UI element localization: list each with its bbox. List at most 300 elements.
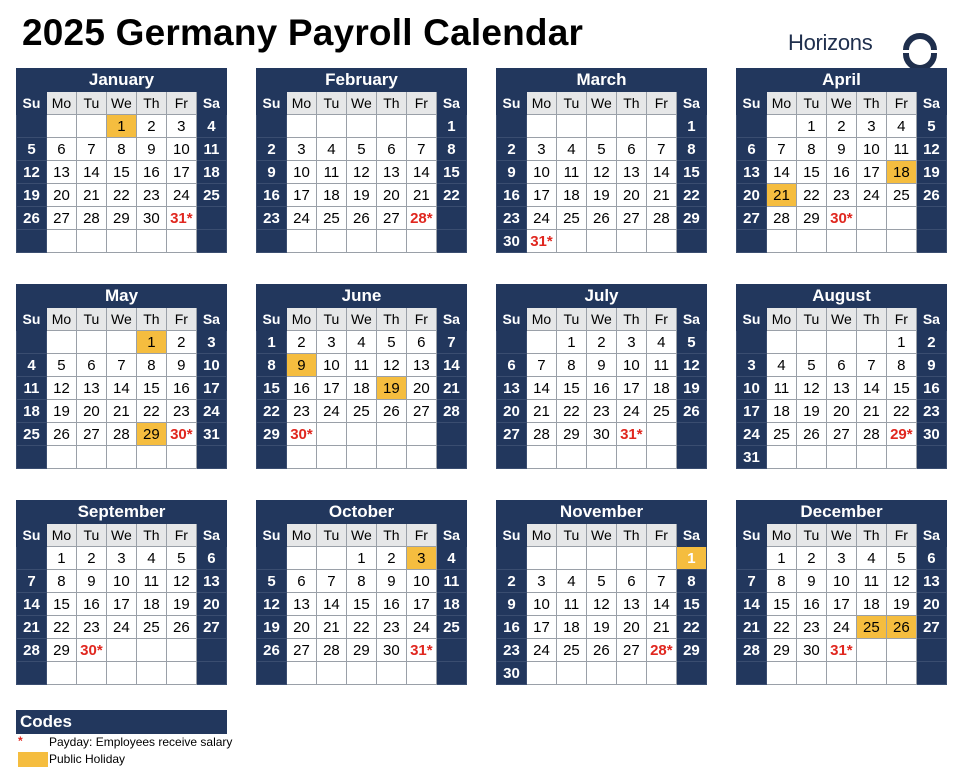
- day-cell: 7: [406, 138, 436, 161]
- weekday-header: Sa: [196, 308, 226, 331]
- day-cell: 7: [737, 570, 767, 593]
- day-cell: 8: [676, 570, 706, 593]
- empty-cell: [916, 446, 946, 469]
- day-cell: 6: [826, 354, 856, 377]
- day-cell: 11: [316, 161, 346, 184]
- day-cell: 22: [676, 184, 706, 207]
- day-cell: 25: [886, 184, 916, 207]
- day-cell: 21: [737, 616, 767, 639]
- day-cell: 14: [646, 161, 676, 184]
- empty-cell: [436, 230, 466, 253]
- day-cell: 25: [556, 639, 586, 662]
- day-cell: 13: [497, 377, 527, 400]
- day-cell: 1: [676, 115, 706, 138]
- weekday-header: Th: [616, 92, 646, 115]
- day-cell: 17: [737, 400, 767, 423]
- day-cell: 24: [316, 400, 346, 423]
- day-cell: 18: [886, 161, 916, 184]
- empty-cell: [46, 662, 76, 685]
- day-cell: 27: [616, 639, 646, 662]
- day-cell: 17: [826, 593, 856, 616]
- day-cell: 20: [616, 616, 646, 639]
- weekday-header: Mo: [286, 308, 316, 331]
- empty-cell: [616, 547, 646, 570]
- empty-cell: [856, 446, 886, 469]
- empty-cell: [436, 423, 466, 446]
- day-cell: 6: [616, 138, 646, 161]
- empty-cell: [497, 446, 527, 469]
- day-cell: 27: [286, 639, 316, 662]
- day-cell: 16: [497, 184, 527, 207]
- empty-cell: [796, 230, 826, 253]
- day-cell: 1: [106, 115, 136, 138]
- day-cell: 31*: [166, 207, 196, 230]
- empty-cell: [346, 115, 376, 138]
- weekday-header: Mo: [46, 308, 76, 331]
- day-cell: 10: [826, 570, 856, 593]
- empty-cell: [826, 662, 856, 685]
- day-cell: 14: [526, 377, 556, 400]
- empty-cell: [886, 207, 916, 230]
- day-cell: 8: [46, 570, 76, 593]
- day-cell: 2: [916, 331, 946, 354]
- day-cell: 30*: [166, 423, 196, 446]
- day-cell: 10: [526, 593, 556, 616]
- day-cell: 2: [286, 331, 316, 354]
- day-cell: 20: [46, 184, 76, 207]
- day-cell: 7: [436, 331, 466, 354]
- day-cell: 30: [796, 639, 826, 662]
- day-cell: 7: [76, 138, 106, 161]
- day-cell: 28: [737, 639, 767, 662]
- day-cell: 6: [737, 138, 767, 161]
- empty-cell: [646, 547, 676, 570]
- empty-cell: [766, 446, 796, 469]
- weekday-header: Fr: [406, 524, 436, 547]
- day-cell: 28: [17, 639, 47, 662]
- day-cell: 15: [886, 377, 916, 400]
- weekday-header: Tu: [76, 308, 106, 331]
- day-cell: 18: [436, 593, 466, 616]
- empty-cell: [346, 230, 376, 253]
- empty-cell: [586, 446, 616, 469]
- weekday-header: We: [346, 308, 376, 331]
- empty-cell: [646, 423, 676, 446]
- day-cell: 15: [436, 161, 466, 184]
- empty-cell: [106, 331, 136, 354]
- day-cell: 10: [286, 161, 316, 184]
- empty-cell: [497, 115, 527, 138]
- day-cell: 5: [886, 547, 916, 570]
- empty-cell: [106, 446, 136, 469]
- day-cell: 20: [376, 184, 406, 207]
- day-cell: 25: [316, 207, 346, 230]
- day-cell: 20: [497, 400, 527, 423]
- empty-cell: [646, 662, 676, 685]
- weekday-header: Su: [497, 92, 527, 115]
- weekday-header: Su: [17, 524, 47, 547]
- day-cell: 6: [497, 354, 527, 377]
- legend-item-payday: [16, 734, 233, 751]
- day-cell: 29: [346, 639, 376, 662]
- day-cell: 21: [406, 184, 436, 207]
- day-cell: 6: [76, 354, 106, 377]
- empty-cell: [766, 331, 796, 354]
- day-cell: 13: [826, 377, 856, 400]
- day-cell: 11: [17, 377, 47, 400]
- day-cell: 28: [316, 639, 346, 662]
- day-cell: 8: [886, 354, 916, 377]
- weekday-header: Th: [376, 308, 406, 331]
- day-cell: 17: [286, 184, 316, 207]
- day-cell: 5: [166, 547, 196, 570]
- empty-cell: [136, 639, 166, 662]
- day-cell: 21: [766, 184, 796, 207]
- codes-legend: [16, 710, 233, 768]
- day-cell: 7: [766, 138, 796, 161]
- day-cell: 17: [526, 184, 556, 207]
- weekday-header: Sa: [196, 92, 226, 115]
- day-cell: 3: [526, 138, 556, 161]
- month-name: January: [17, 69, 227, 92]
- day-cell: 19: [166, 593, 196, 616]
- weekday-header: Mo: [766, 92, 796, 115]
- day-cell: 26: [586, 207, 616, 230]
- day-cell: 8: [106, 138, 136, 161]
- day-cell: 13: [376, 161, 406, 184]
- day-cell: 5: [376, 331, 406, 354]
- month-july: [496, 284, 707, 469]
- empty-cell: [856, 207, 886, 230]
- empty-cell: [376, 230, 406, 253]
- empty-cell: [196, 662, 226, 685]
- day-cell: 1: [676, 547, 706, 570]
- day-cell: 22: [556, 400, 586, 423]
- day-cell: 21: [17, 616, 47, 639]
- day-cell: 9: [826, 138, 856, 161]
- day-cell: 6: [916, 547, 946, 570]
- day-cell: 17: [316, 377, 346, 400]
- empty-cell: [737, 115, 767, 138]
- day-cell: 10: [196, 354, 226, 377]
- empty-cell: [556, 446, 586, 469]
- weekday-header: Fr: [406, 308, 436, 331]
- day-cell: 14: [436, 354, 466, 377]
- empty-cell: [826, 331, 856, 354]
- day-cell: 12: [676, 354, 706, 377]
- day-cell: 13: [406, 354, 436, 377]
- day-cell: 8: [556, 354, 586, 377]
- day-cell: 4: [556, 570, 586, 593]
- day-cell: 17: [106, 593, 136, 616]
- day-cell: 5: [346, 138, 376, 161]
- day-cell: 16: [586, 377, 616, 400]
- empty-cell: [106, 639, 136, 662]
- day-cell: 27: [376, 207, 406, 230]
- empty-cell: [737, 331, 767, 354]
- day-cell: 9: [76, 570, 106, 593]
- day-cell: 1: [346, 547, 376, 570]
- day-cell: 31*: [616, 423, 646, 446]
- empty-cell: [136, 230, 166, 253]
- day-cell: 25: [856, 616, 886, 639]
- weekday-header: Fr: [166, 308, 196, 331]
- weekday-header: Tu: [556, 308, 586, 331]
- day-cell: 16: [76, 593, 106, 616]
- empty-cell: [766, 662, 796, 685]
- weekday-header: Mo: [286, 92, 316, 115]
- empty-cell: [76, 115, 106, 138]
- day-cell: 22: [257, 400, 287, 423]
- day-cell: 23: [286, 400, 316, 423]
- weekday-header: We: [106, 524, 136, 547]
- day-cell: 15: [796, 161, 826, 184]
- day-cell: 30: [376, 639, 406, 662]
- weekday-header: Su: [257, 524, 287, 547]
- month-name: February: [257, 69, 467, 92]
- month-january: [16, 68, 227, 253]
- day-cell: 3: [166, 115, 196, 138]
- month-august: [736, 284, 947, 469]
- day-cell: 1: [886, 331, 916, 354]
- empty-cell: [376, 662, 406, 685]
- empty-cell: [526, 115, 556, 138]
- day-cell: 6: [196, 547, 226, 570]
- weekday-header: Tu: [316, 308, 346, 331]
- month-february: [256, 68, 467, 253]
- weekday-header: Sa: [916, 524, 946, 547]
- day-cell: 31*: [526, 230, 556, 253]
- day-cell: 18: [346, 377, 376, 400]
- empty-cell: [526, 662, 556, 685]
- weekday-header: Tu: [796, 92, 826, 115]
- empty-cell: [196, 230, 226, 253]
- weekday-header: Fr: [646, 92, 676, 115]
- day-cell: 5: [46, 354, 76, 377]
- legend-label-payday: Payday: Employees receive salary: [49, 735, 233, 749]
- weekday-header: Mo: [526, 92, 556, 115]
- empty-cell: [586, 662, 616, 685]
- day-cell: 29: [676, 207, 706, 230]
- empty-cell: [166, 662, 196, 685]
- day-cell: 26: [166, 616, 196, 639]
- day-cell: 17: [406, 593, 436, 616]
- day-cell: 5: [916, 115, 946, 138]
- day-cell: 12: [17, 161, 47, 184]
- empty-cell: [856, 230, 886, 253]
- day-cell: 18: [196, 161, 226, 184]
- weekday-header: We: [826, 524, 856, 547]
- day-cell: 13: [46, 161, 76, 184]
- day-cell: 23: [136, 184, 166, 207]
- day-cell: 26: [376, 400, 406, 423]
- day-cell: 1: [136, 331, 166, 354]
- day-cell: 8: [136, 354, 166, 377]
- day-cell: 12: [166, 570, 196, 593]
- day-cell: 12: [796, 377, 826, 400]
- empty-cell: [526, 446, 556, 469]
- empty-cell: [17, 230, 47, 253]
- month-may: [16, 284, 227, 469]
- day-cell: 16: [257, 184, 287, 207]
- day-cell: 31*: [406, 639, 436, 662]
- day-cell: 11: [346, 354, 376, 377]
- day-cell: 20: [196, 593, 226, 616]
- empty-cell: [286, 662, 316, 685]
- day-cell: 21: [856, 400, 886, 423]
- day-cell: 19: [586, 616, 616, 639]
- empty-cell: [916, 639, 946, 662]
- month-name: July: [497, 285, 707, 308]
- legend-item-holiday: [16, 751, 227, 768]
- day-cell: 14: [106, 377, 136, 400]
- empty-cell: [106, 230, 136, 253]
- empty-cell: [737, 662, 767, 685]
- day-cell: 15: [676, 593, 706, 616]
- day-cell: 6: [616, 570, 646, 593]
- day-cell: 25: [646, 400, 676, 423]
- day-cell: 24: [286, 207, 316, 230]
- month-march: [496, 68, 707, 253]
- weekday-header: We: [586, 92, 616, 115]
- day-cell: 12: [586, 161, 616, 184]
- weekday-header: Th: [856, 524, 886, 547]
- empty-cell: [826, 230, 856, 253]
- day-cell: 3: [406, 547, 436, 570]
- day-cell: 22: [136, 400, 166, 423]
- day-cell: 14: [406, 161, 436, 184]
- day-cell: 10: [166, 138, 196, 161]
- day-cell: 6: [46, 138, 76, 161]
- day-cell: 23: [257, 207, 287, 230]
- empty-cell: [316, 446, 346, 469]
- day-cell: 24: [526, 639, 556, 662]
- day-cell: 30*: [826, 207, 856, 230]
- day-cell: 23: [497, 639, 527, 662]
- day-cell: 4: [436, 547, 466, 570]
- day-cell: 29: [766, 639, 796, 662]
- day-cell: 24: [106, 616, 136, 639]
- day-cell: 13: [616, 161, 646, 184]
- day-cell: 25: [196, 184, 226, 207]
- day-cell: 19: [17, 184, 47, 207]
- empty-cell: [556, 115, 586, 138]
- day-cell: 4: [136, 547, 166, 570]
- day-cell: 12: [586, 593, 616, 616]
- day-cell: 29: [257, 423, 287, 446]
- day-cell: 2: [586, 331, 616, 354]
- day-cell: 23: [586, 400, 616, 423]
- day-cell: 7: [106, 354, 136, 377]
- day-cell: 7: [316, 570, 346, 593]
- day-cell: 23: [916, 400, 946, 423]
- day-cell: 16: [497, 616, 527, 639]
- month-name: August: [737, 285, 947, 308]
- empty-cell: [257, 547, 287, 570]
- month-name: November: [497, 501, 707, 524]
- empty-cell: [916, 230, 946, 253]
- day-cell: 13: [196, 570, 226, 593]
- month-name: October: [257, 501, 467, 524]
- day-cell: 11: [136, 570, 166, 593]
- weekday-header: Su: [737, 308, 767, 331]
- weekday-header: Th: [616, 524, 646, 547]
- weekday-header: Tu: [316, 92, 346, 115]
- day-cell: 21: [436, 377, 466, 400]
- empty-cell: [106, 662, 136, 685]
- day-cell: 4: [856, 547, 886, 570]
- day-cell: 29: [136, 423, 166, 446]
- day-cell: 7: [646, 138, 676, 161]
- empty-cell: [556, 547, 586, 570]
- empty-cell: [646, 230, 676, 253]
- day-cell: 23: [76, 616, 106, 639]
- empty-cell: [286, 547, 316, 570]
- day-cell: 26: [257, 639, 287, 662]
- day-cell: 29: [46, 639, 76, 662]
- month-november: [496, 500, 707, 685]
- day-cell: 10: [737, 377, 767, 400]
- weekday-header: Fr: [646, 308, 676, 331]
- empty-cell: [796, 331, 826, 354]
- day-cell: 11: [196, 138, 226, 161]
- day-cell: 1: [796, 115, 826, 138]
- day-cell: 29: [796, 207, 826, 230]
- day-cell: 29: [556, 423, 586, 446]
- payday-asterisk: *: [18, 734, 23, 748]
- day-cell: 16: [136, 161, 166, 184]
- month-name: September: [17, 501, 227, 524]
- empty-cell: [586, 230, 616, 253]
- empty-cell: [286, 230, 316, 253]
- weekday-header: Tu: [796, 524, 826, 547]
- empty-cell: [676, 446, 706, 469]
- day-cell: 28: [856, 423, 886, 446]
- day-cell: 28: [106, 423, 136, 446]
- day-cell: 16: [826, 161, 856, 184]
- empty-cell: [676, 230, 706, 253]
- day-cell: 17: [196, 377, 226, 400]
- empty-cell: [646, 115, 676, 138]
- empty-cell: [796, 446, 826, 469]
- day-cell: 30: [916, 423, 946, 446]
- empty-cell: [616, 115, 646, 138]
- weekday-header: Mo: [526, 308, 556, 331]
- day-cell: 24: [856, 184, 886, 207]
- empty-cell: [406, 230, 436, 253]
- day-cell: 13: [737, 161, 767, 184]
- day-cell: 18: [856, 593, 886, 616]
- day-cell: 1: [257, 331, 287, 354]
- day-cell: 11: [556, 161, 586, 184]
- day-cell: 3: [826, 547, 856, 570]
- day-cell: 13: [916, 570, 946, 593]
- weekday-header: Tu: [316, 524, 346, 547]
- empty-cell: [46, 230, 76, 253]
- day-cell: 26: [676, 400, 706, 423]
- day-cell: 24: [166, 184, 196, 207]
- day-cell: 24: [737, 423, 767, 446]
- day-cell: 18: [17, 400, 47, 423]
- empty-cell: [17, 331, 47, 354]
- day-cell: 27: [196, 616, 226, 639]
- day-cell: 18: [556, 184, 586, 207]
- day-cell: 15: [106, 161, 136, 184]
- weekday-header: Tu: [556, 92, 586, 115]
- day-cell: 24: [406, 616, 436, 639]
- weekday-header: Sa: [676, 308, 706, 331]
- empty-cell: [406, 115, 436, 138]
